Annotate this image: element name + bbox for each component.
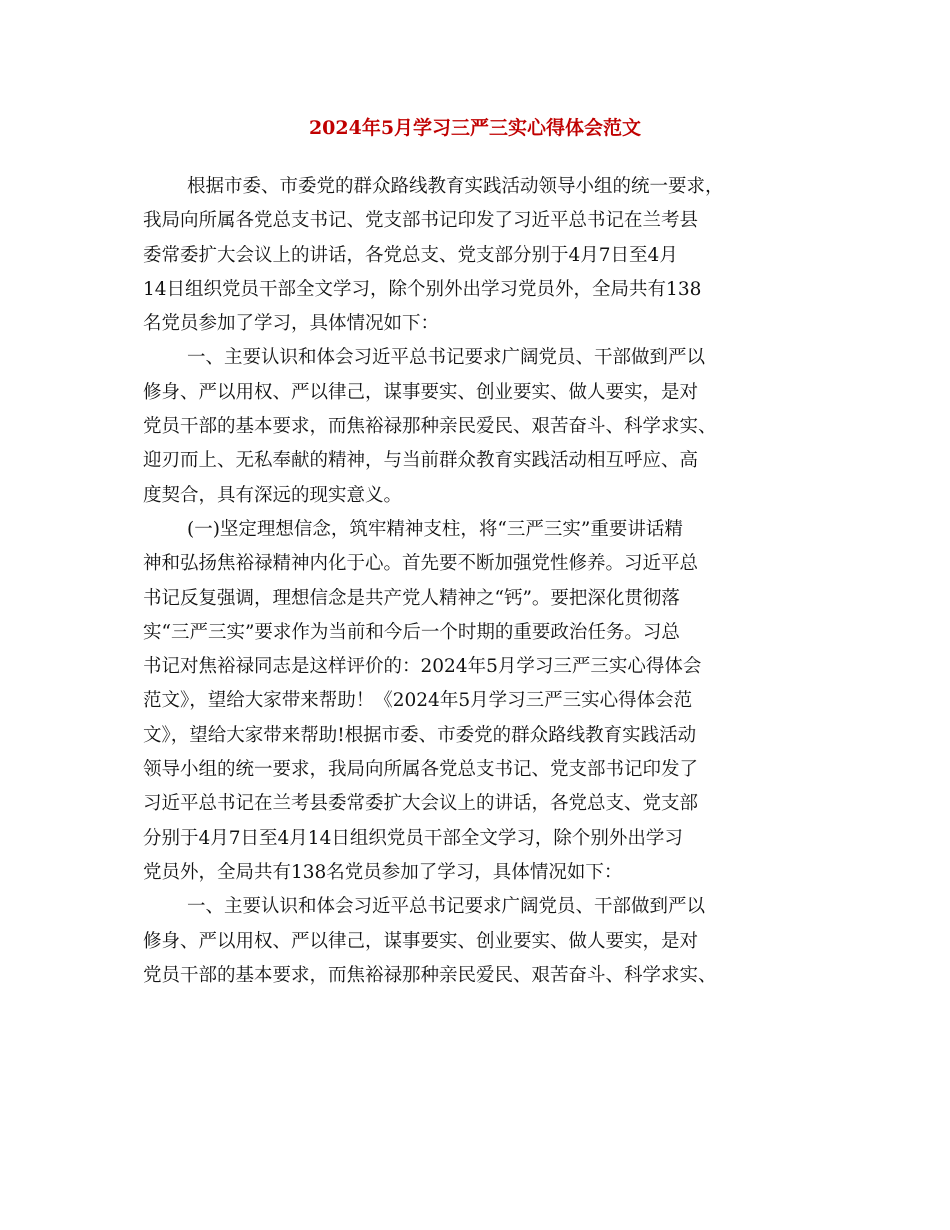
text-line: 神和弘扬焦裕禄精神内化于心。首先要不断加强党性修养。习近平总 <box>143 553 699 575</box>
text-line: 14日组织党员干部全文学习，除个别外出学习党员外，全局共有138 <box>143 278 702 300</box>
text-line: 修身、严以用权、严以律己，谋事要实、创业要实、做人要实，是对 <box>143 930 699 952</box>
text-line: 根据市委、市委党的群众路线教育实践活动领导小组的统一要求， <box>187 176 724 197</box>
text-line: 党员干部的基本要求，而焦裕禄那种亲民爱民、艰苦奋斗、科学求实、 <box>143 964 717 986</box>
text-line: 修身、严以用权、严以律己，谋事要实、创业要实、做人要实，是对 <box>143 381 699 403</box>
text-line: 实“三严三实”要求作为当前和今后一个时期的重要政治任务。习总 <box>143 621 680 643</box>
text-line: 党员外，全局共有138名党员参加了学习，具体情况如下： <box>143 861 623 883</box>
text-line: 度契合，具有深远的现实意义。 <box>143 484 403 506</box>
text-line: 名党员参加了学习，具体情况如下： <box>143 313 440 335</box>
text-line: (一)坚定理想信念，筑牢精神支柱，将“三严三实”重要讲话精 <box>187 518 683 540</box>
text-line: 分别于4月7日至4月14日组织党员干部全文学习，除个别外出学习 <box>143 827 683 849</box>
text-line: 书记对焦裕禄同志是这样评价的：2024年5月学习三严三实心得体会 <box>143 656 702 678</box>
text-line: 委常委扩大会议上的讲话，各党总支、党支部分别于4月7日至4月 <box>143 244 678 266</box>
text-line: 领导小组的统一要求，我局向所属各党总支书记、党支部书记印发了 <box>143 759 699 781</box>
text-line: 党员干部的基本要求，而焦裕禄那种亲民爱民、艰苦奋斗、科学求实、 <box>143 416 717 438</box>
document-title: 2024年5月学习三严三实心得体会范文 <box>308 117 642 139</box>
text-line: 习近平总书记在兰考县委常委扩大会议上的讲话，各党总支、党支部 <box>143 793 699 815</box>
text-line: 一、主要认识和体会习近平总书记要求广阔党员、干部做到严以 <box>187 347 706 369</box>
text-line: 迎刃而上、无私奉献的精神，与当前群众教育实践活动相互呼应、高 <box>143 450 699 472</box>
text-line: 范文》，望给大家带来帮助！《2024年5月学习三严三实心得体会范 <box>143 690 693 712</box>
document-body <box>143 170 803 993</box>
text-line: 我局向所属各党总支书记、党支部书记印发了习近平总书记在兰考县 <box>143 210 699 232</box>
text-line: 文》，望给大家带来帮助!根据市委、市委党的群众路线教育实践活动 <box>143 724 697 746</box>
text-line: 书记反复强调，理想信念是共产党人精神之“钙”。要把深化贯彻落 <box>143 587 680 609</box>
text-line: 一、主要认识和体会习近平总书记要求广阔党员、干部做到严以 <box>187 896 706 918</box>
